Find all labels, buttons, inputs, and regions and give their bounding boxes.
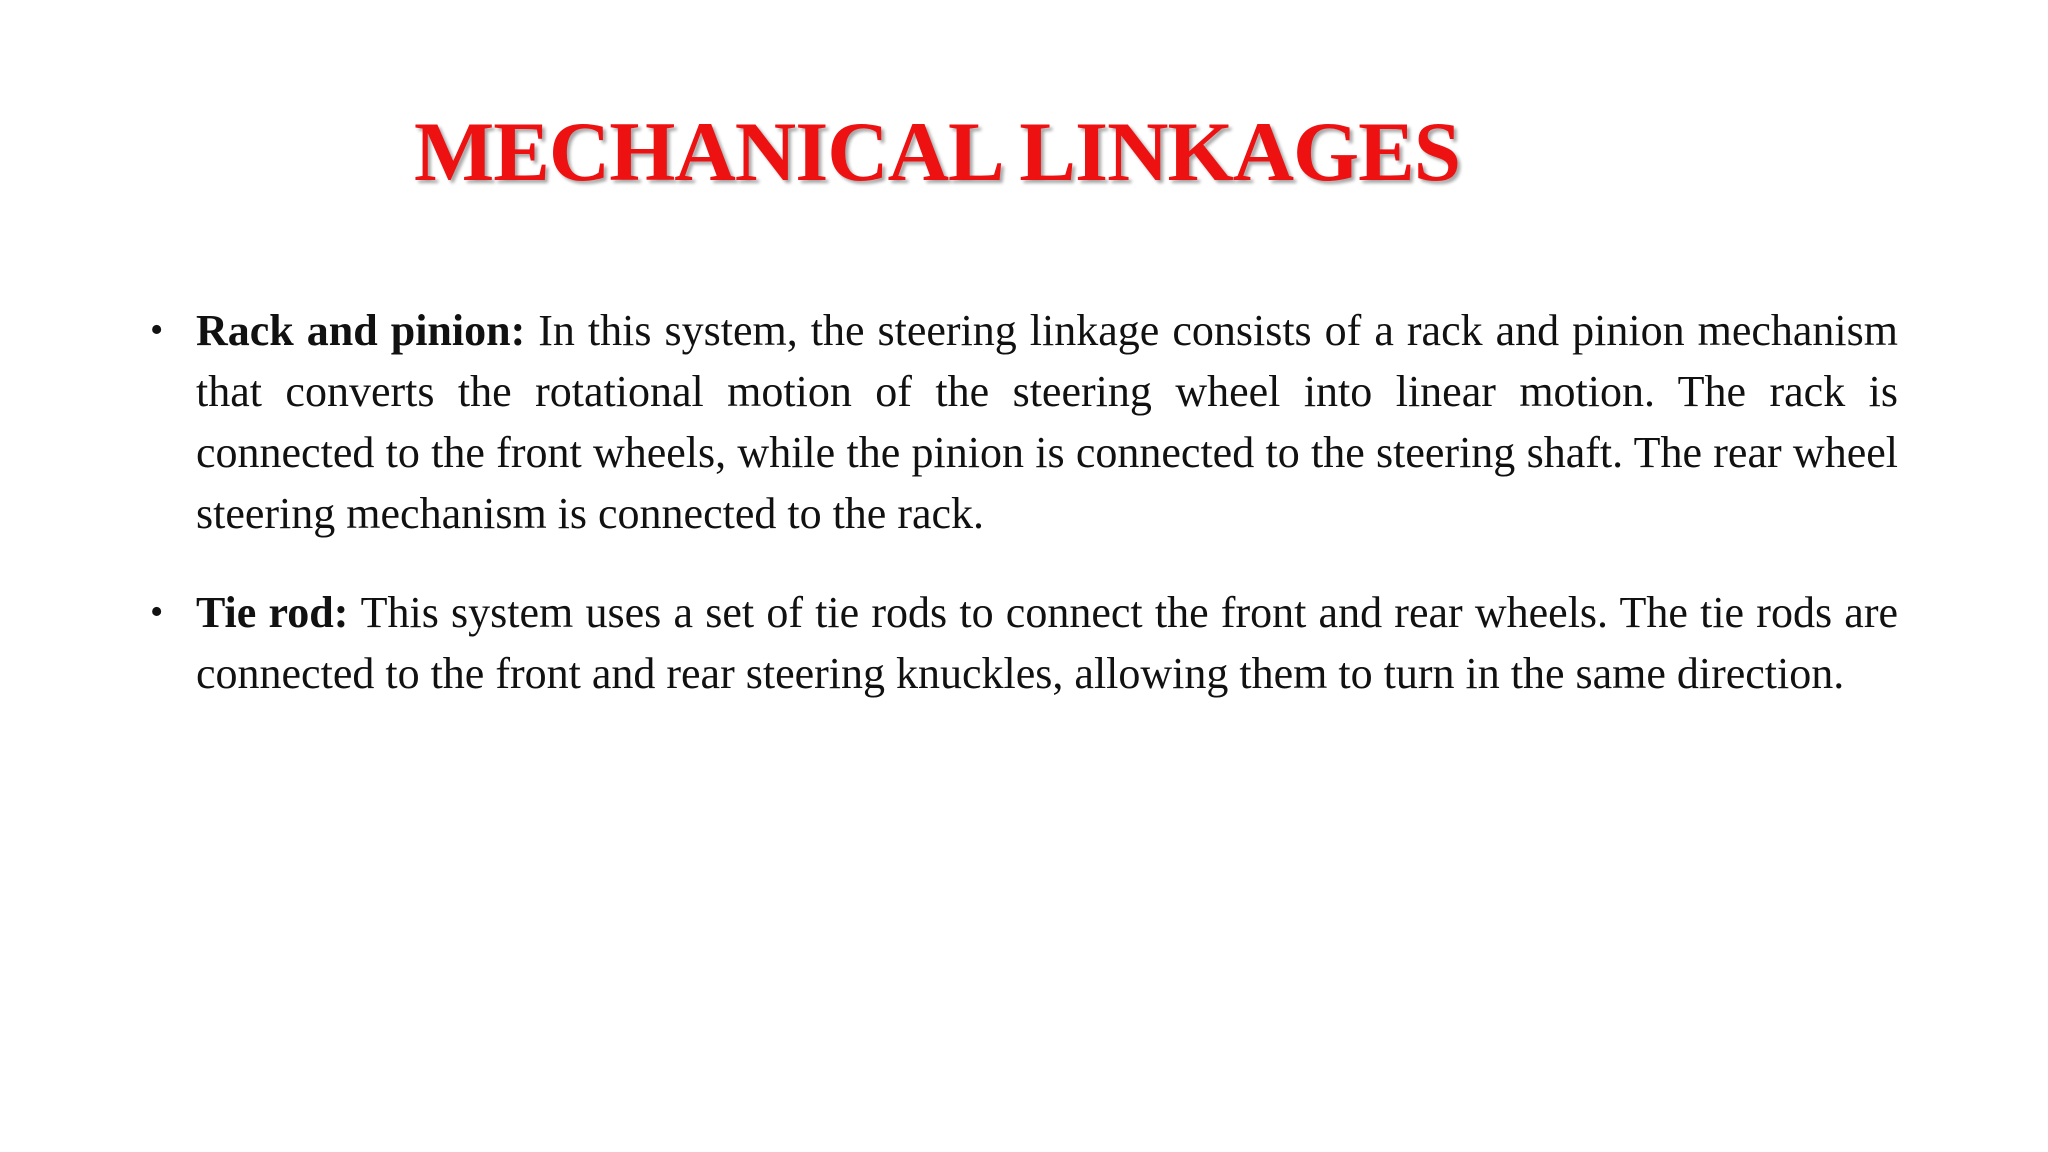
bullet-term: Tie rod:	[196, 588, 361, 637]
slide-title: MECHANICAL LINKAGES	[414, 105, 1461, 199]
bullet-list	[150, 300, 1898, 704]
bullet-item-tie-rod	[150, 582, 1898, 704]
bullet-dot-icon: •	[150, 591, 164, 633]
bullet-text: This system uses a set of tie rods to connect the front and rear wheels. The tie rods are connected to the front and rear steering knuckles, allowing them to turn in the same direction.	[196, 588, 1898, 698]
bullet-text: In this system, the steering linkage consists of a rack and pinion mechanism that converts the rotational motion of the steering wheel into linear motion. The rack is connected to the front wheels, while the pinion is connected to the steering shaft. The rear wheel steering mechanism is connected to the rack.	[196, 306, 1898, 538]
bullet-term: Rack and pinion:	[196, 306, 539, 355]
bullet-dot-icon: •	[150, 309, 164, 351]
bullet-item-rack-and-pinion	[150, 300, 1898, 544]
